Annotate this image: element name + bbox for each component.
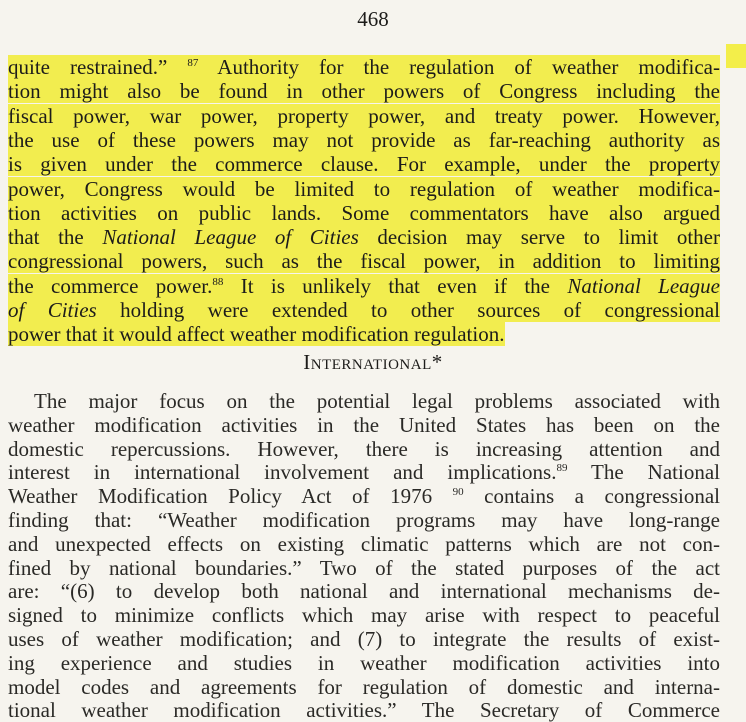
- line-content: [8, 177, 720, 201]
- line-content: [34, 389, 720, 413]
- line-text: is given under the commerce clause. For example, under the property: [8, 152, 720, 177]
- body-text-line: [8, 508, 720, 532]
- highlighted-text-line: [8, 152, 720, 176]
- line-text: are: “(6) to develop both national and international mechanisms de-: [8, 579, 720, 604]
- line-content: [8, 55, 720, 79]
- line-content: [8, 627, 720, 651]
- footnote-marker: 87: [187, 57, 199, 69]
- section-heading-text: International*: [303, 350, 443, 374]
- line-text: power, Congress would be limited to regulation of weather modifica-: [8, 176, 720, 201]
- line-text: ing experience and studies in weather modification activities into: [8, 650, 720, 675]
- line-text: congressional powers, such as the fiscal power, in addition to limiting: [8, 249, 720, 274]
- line-text: the commerce power.: [8, 273, 213, 298]
- line-content: [8, 484, 720, 508]
- page-number: 468: [357, 7, 389, 31]
- line-text: interest in international involvement and implications.: [8, 460, 557, 485]
- footnote-marker: 88: [212, 275, 224, 288]
- footnote-marker: 90: [452, 486, 464, 499]
- line-text: and unexpected effects on existing climatic patterns which are not con-: [8, 531, 720, 556]
- body-text-line: [8, 651, 720, 675]
- line-content: [8, 79, 720, 103]
- line-text: that the: [8, 225, 103, 250]
- highlighted-text-line: [8, 274, 720, 298]
- highlighted-text-line: [8, 201, 720, 225]
- line-text: power that it would affect weather modification regulation.: [8, 322, 505, 347]
- footnote-marker: 89: [556, 462, 568, 475]
- line-text: tional weather modification activities.” The Secretary of Commerce: [8, 698, 720, 722]
- body-text-line: [8, 389, 720, 413]
- line-content: [8, 152, 720, 176]
- highlighted-text-line: [8, 128, 720, 152]
- body-text-line: [8, 460, 720, 484]
- line-text-continued: decision may serve to limit other: [358, 225, 720, 250]
- line-text-continued: It is unlikely that even if the: [223, 273, 568, 298]
- body-text-line: [8, 675, 720, 699]
- line-content: [8, 437, 720, 461]
- line-content: [8, 532, 720, 556]
- line-text: domestic repercussions. However, there is increasing attention and: [8, 436, 720, 461]
- line-text: holding were extended to other sources of congressional: [96, 298, 720, 322]
- line-text-continued: Authority for the regulation of weather modifica-: [198, 55, 720, 79]
- line-content: [8, 104, 720, 128]
- highlighted-text-line: [8, 298, 720, 322]
- highlighted-text-line: [8, 225, 720, 249]
- line-content: [8, 225, 720, 249]
- line-text: The major focus on the potential legal problems associated with: [34, 389, 720, 413]
- line-text: signed to minimize conflicts which may arise with respect to peaceful: [8, 603, 720, 628]
- body-text-line: [8, 627, 720, 651]
- line-text: tion activities on public lands. Some commentators have also argued: [8, 200, 720, 225]
- line-text: model codes and agreements for regulation of domestic and interna-: [8, 674, 720, 699]
- line-text: uses of weather modification; and (7) to integrate the results of exist-: [8, 627, 720, 651]
- line-text: finding that: “Weather modification programs may have long-range: [8, 508, 720, 532]
- body-text-line: [8, 698, 720, 722]
- line-content: [8, 128, 720, 152]
- line-content: [8, 698, 720, 722]
- line-content: [8, 508, 720, 532]
- line-content: [8, 322, 504, 346]
- highlighted-text-line: [8, 104, 720, 128]
- highlight-margin-marker: [726, 44, 746, 68]
- section-heading: [0, 349, 746, 375]
- line-text: fined by national boundaries.” Two of the stated purposes of the act: [8, 555, 720, 580]
- line-text: Weather Modification Policy Act of 1976: [8, 484, 453, 509]
- body-text-line: [8, 532, 720, 556]
- highlighted-text-line: [8, 55, 720, 79]
- line-content: [8, 201, 720, 225]
- body-text-line: [8, 437, 720, 461]
- highlighted-text-line: [8, 249, 720, 273]
- line-content: [8, 651, 720, 675]
- highlighted-text-line: [8, 79, 720, 103]
- case-name-italic: of Cities: [8, 298, 97, 322]
- highlighted-text-line: [8, 322, 720, 346]
- body-text-line: [8, 579, 720, 603]
- line-text: tion might also be found in other powers of Congress including the: [8, 79, 720, 104]
- line-content: [8, 249, 720, 273]
- highlighted-text-line: [8, 177, 720, 201]
- body-text-line: [8, 413, 720, 437]
- line-content: [8, 675, 720, 699]
- line-content: [8, 298, 720, 322]
- line-text: weather modification activities in the United States has been on the: [8, 412, 720, 437]
- line-text: fiscal power, war power, property power, and treaty power. However,: [8, 103, 720, 128]
- line-content: [8, 556, 720, 580]
- line-text: the use of these powers may not provide as far-reaching authority as: [8, 127, 720, 152]
- line-text-continued: The National: [567, 460, 720, 485]
- line-content: [8, 603, 720, 627]
- case-name-italic: National League: [567, 273, 720, 298]
- line-content: [8, 460, 720, 484]
- body-text-line: [8, 556, 720, 580]
- line-content: [8, 274, 720, 298]
- body-text-line: [8, 484, 720, 508]
- line-content: [8, 413, 720, 437]
- case-name-italic: National League of Cities: [102, 225, 359, 250]
- line-content: [8, 579, 720, 603]
- body-text-line: [8, 603, 720, 627]
- line-text-continued: contains a congressional: [463, 484, 720, 509]
- line-text: quite restrained.”: [8, 55, 188, 79]
